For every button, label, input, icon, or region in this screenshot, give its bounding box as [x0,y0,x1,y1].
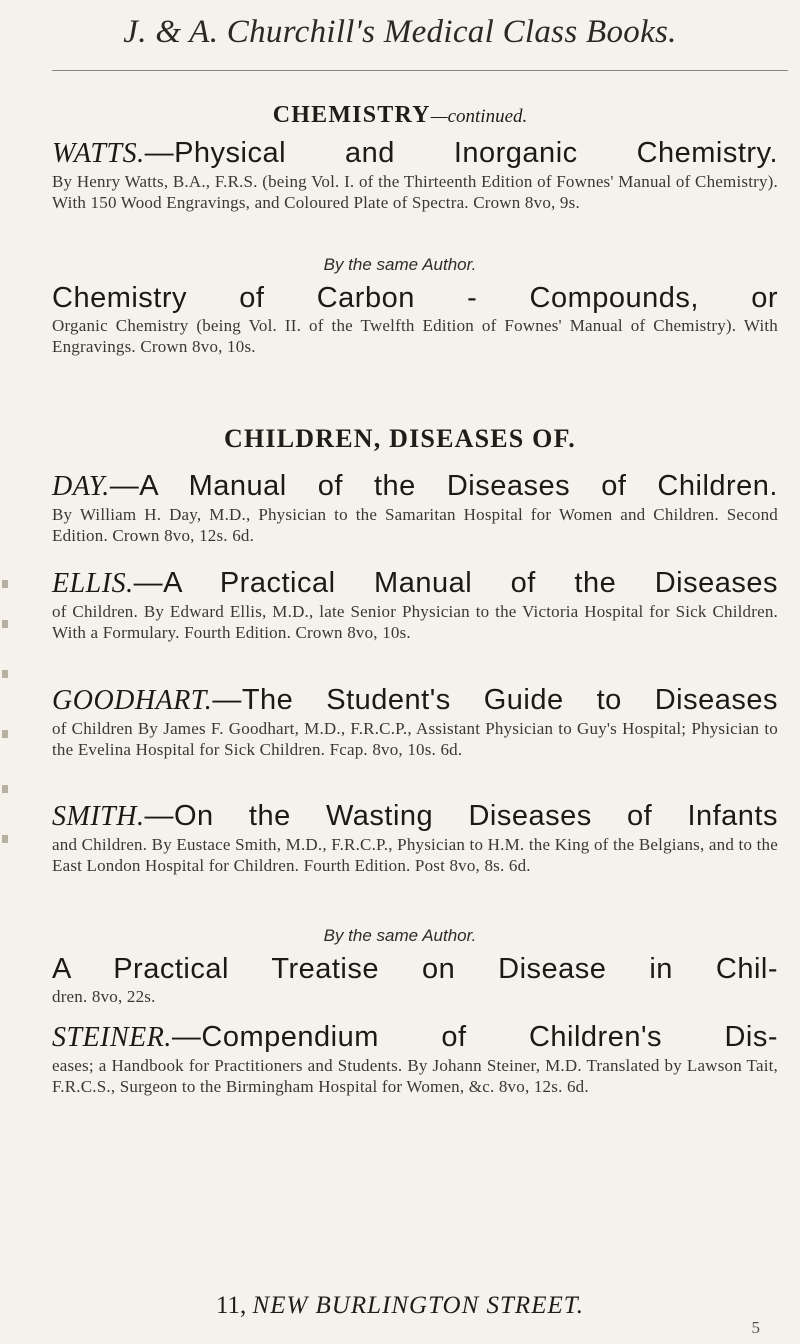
book-entry-goodhart [52,683,778,760]
book-title: —A Manual of the Diseases of Children. [109,470,778,502]
edge-mark [2,670,8,678]
book-title: A Practical Treatise on Disease in Chil- [52,953,778,985]
running-head: J. & A. Churchill's Medical Class Books. [123,14,677,50]
edge-mark [2,730,8,738]
book-author: STEINER. [52,1022,172,1053]
header-rule [52,70,788,71]
book-description: of Children By James F. Goodhart, M.D., F.R.C.P., Assistant Physician to Guy's Hospital; Physician to the Evelina Hospital for Sick Children. Fcap. 8vo, 10s. 6d. [52,719,778,759]
book-heading [52,281,778,315]
address-number: 11, [215,1292,247,1319]
book-heading [52,136,778,171]
book-heading [52,469,778,504]
section-continued: —continued. [430,106,528,127]
book-title: —On the Wasting Diseases of Infants [144,800,778,832]
book-title: —Physical and Inorganic Chemistry. [144,137,778,169]
edge-mark [2,580,8,588]
book-description: and Children. By Eustace Smith, M.D., F.R.C.P., Physician to H.M. the King of the Belgians, and to the East London Hospital for Children. Fourth Edition. Post 8vo, 8s. 6d. [52,835,778,875]
book-description: of Children. By Edward Ellis, M.D., late Senior Physician to the Victoria Hospital for Sick Children. With a Formulary. Fourth Edition. Crown 8vo, 10s. [52,602,778,642]
book-description: By Henry Watts, B.A., F.R.S. (being Vol. I. of the Thirteenth Edition of Fownes' Manual of Chemistry). With 150 Wood Engravings, and Coloured Plate of Spectra. Crown 8vo, 9s. [52,172,778,212]
book-entry-carbon-compounds [52,281,778,357]
book-description: eases; a Handbook for Practitioners and Students. By Johann Steiner, M.D. Translated by Lawson Tait, F.R.C.S., Surgeon to the Birmingham Hospital for Women, &c. 8vo, 12s. 6d. [52,1056,778,1096]
book-entry-smith [52,799,778,876]
book-entry-practical-treatise [52,952,778,1007]
book-heading [52,952,778,986]
book-entry-ellis [52,566,778,643]
book-heading [52,799,778,834]
book-title: Chemistry of Carbon - Compounds, or [52,282,778,314]
publisher-address [0,1292,800,1320]
book-author: GOODHART. [52,685,213,716]
section-heading-chemistry [0,102,800,129]
book-entry-watts [52,136,778,213]
book-author: SMITH. [52,801,145,832]
section-title: CHEMISTRY [272,102,431,128]
book-author: DAY. [52,471,110,502]
same-author-note: By the same Author. [323,926,477,945]
edge-mark [2,835,8,843]
book-author: ELLIS. [52,568,134,599]
edge-mark [2,785,8,793]
section-heading-children [0,424,800,454]
book-heading [52,683,778,718]
page-number: 5 [751,1318,760,1337]
book-description: Organic Chemistry (being Vol. II. of the Twelfth Edition of Fownes' Manual of Chemistry). With Engravings. Crown 8vo, 10s. [52,316,778,356]
book-description: dren. 8vo, 22s. [52,987,156,1006]
book-author: WATTS. [52,138,145,169]
book-entry-steiner [52,1020,778,1097]
book-description: By William H. Day, M.D., Physician to the Samaritan Hospital for Women and Children. Second Edition. Crown 8vo, 12s. 6d. [52,505,778,545]
edge-mark [2,620,8,628]
book-heading [52,566,778,601]
book-entry-day [52,469,778,546]
book-title: —A Practical Manual of the Diseases [133,567,778,599]
same-author-note: By the same Author. [323,255,477,274]
section-title: CHILDREN, DISEASES OF. [224,424,576,453]
book-title: —The Student's Guide to Diseases [212,684,778,716]
book-heading [52,1020,778,1055]
binding-edge-marks [0,580,14,850]
address-street: NEW BURLINGTON STREET. [252,1292,585,1319]
book-title: —Compendium of Children's Dis- [171,1021,778,1053]
